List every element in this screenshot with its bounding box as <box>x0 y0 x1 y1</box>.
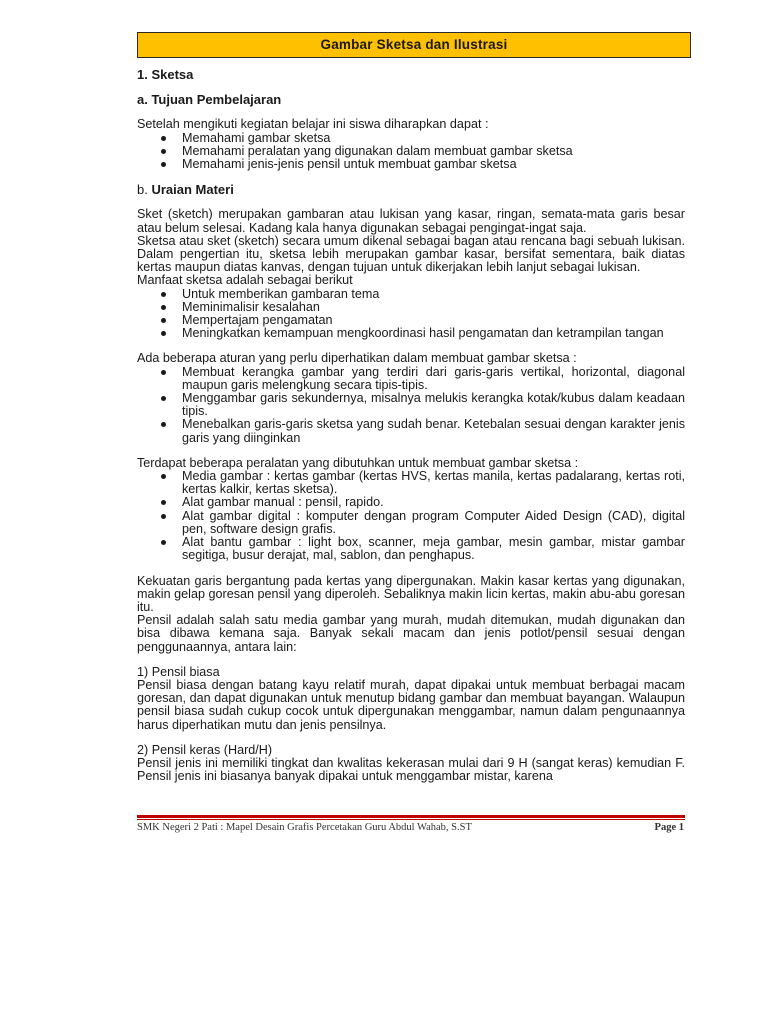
list-item: Memahami gambar sketsa <box>137 132 685 145</box>
page-number: Page 1 <box>654 822 684 833</box>
list-item: Memahami peralatan yang digunakan dalam membuat gambar sketsa <box>137 145 685 158</box>
paragraph: Sket (sketch) merupakan gambaran atau lukisan yang kasar, ringan, semata-mata garis besar atau belum selesai. Kadang kala hanya digunakan sebagai pengingat-ingat saja. <box>137 207 685 235</box>
list-item: Mempertajam pengamatan <box>137 314 685 327</box>
paragraph: Sketsa atau sket (sketch) secara umum dikenal sebagai bagan atau rencana bagi sebuah lukisan. Dalam pengertian itu, sketsa lebih merupakan gambar kasar, bersifat sementara, baik diatas kertas maupun diatas kanvas, dengan tujuan untuk dikerjakan lebih lanjut sebagai lukisan. <box>137 233 685 275</box>
bullet-icon <box>161 331 166 336</box>
bullet-icon <box>161 149 166 154</box>
tujuan-list <box>137 132 685 172</box>
footer-divider <box>137 815 685 818</box>
list-item: Untuk memberikan gambaran tema <box>137 288 685 301</box>
bullet-icon <box>161 162 166 167</box>
paragraph: Pensil adalah salah satu media gambar yang murah, mudah ditemukan, mudah digunakan dan bisa dibawa kemana saja. Banyak sekali macam dan jenis potlot/pensil sesuai dengan penggunaannya, antara lain: <box>137 613 685 654</box>
bullet-icon <box>161 370 166 375</box>
list-item: Memahami jenis-jenis pensil untuk membuat gambar sketsa <box>137 158 685 171</box>
list-item: Membuat kerangka gambar yang terdiri dari garis-garis vertikal, horizontal, diagonal maupun garis melengkung secara tipis-tipis. <box>137 366 685 392</box>
list-item: Menggambar garis sekundernya, misalnya melukis kerangka kotak/kubus dalam keadaan tipis. <box>137 392 685 418</box>
bullet-icon <box>161 136 166 141</box>
paragraph: Pensil jenis ini memiliki tingkat dan kwalitas kekerasan mulai dari 9 H (sangat keras) kemudian F. Pensil jenis ini biasanya banyak dipakai untuk menggambar mistar, karena <box>137 755 685 784</box>
pensil-biasa-title: 1) Pensil biasa <box>137 664 220 679</box>
bullet-icon <box>161 318 166 323</box>
aturan-list <box>137 366 685 445</box>
bullet-icon <box>161 305 166 310</box>
section-heading-sketsa: 1. Sketsa <box>137 67 194 82</box>
bullet-icon <box>161 540 166 545</box>
list-item: Alat gambar manual : pensil, rapido. <box>137 496 685 509</box>
list-item: Menebalkan garis-garis sketsa yang sudah benar. Ketebalan sesuai dengan karakter jenis garis yang diinginkan <box>137 418 685 444</box>
footer-text: SMK Negeri 2 Pati : Mapel Desain Grafis Percetakan Guru Abdul Wahab, S.ST <box>137 822 472 833</box>
list-item: Alat gambar digital : komputer dengan program Computer Aided Design (CAD), digital pen, software design grafis. <box>137 510 685 536</box>
paragraph: Kekuatan garis bergantung pada kertas yang dipergunakan. Makin kasar kertas yang digunakan, makin gelap goresan pensil yang diperoleh. Sebaliknya makin licin kertas, makin abu-abu goresan itu. <box>137 573 685 614</box>
bullet-icon <box>161 500 166 505</box>
list-item: Meningkatkan kemampuan mengkoordinasi hasil pengamatan dan ketrampilan tangan <box>137 327 685 340</box>
list-item: Alat bantu gambar : light box, scanner, meja gambar, mesin gambar, mistar gambar segitiga, busur derajat, mal, sablon, dan penghapus. <box>137 536 685 562</box>
pensil-keras-title: 2) Pensil keras (Hard/H) <box>137 742 273 757</box>
list-item: Media gambar : kertas gambar (kertas HVS, kertas manila, kertas padalarang, kertas roti, kertas kalkir, kertas sketsa). <box>137 470 685 496</box>
document-title: Gambar Sketsa dan Ilustrasi <box>137 32 691 58</box>
subheading-tujuan: a. Tujuan Pembelajaran <box>137 92 282 108</box>
manfaat-intro: Manfaat sketsa adalah sebagai berikut <box>137 273 353 288</box>
aturan-intro: Ada beberapa aturan yang perlu diperhatikan dalam membuat gambar sketsa : <box>137 351 577 366</box>
bullet-icon <box>161 292 166 297</box>
bullet-icon <box>161 396 166 401</box>
peralatan-list <box>137 470 685 562</box>
tujuan-intro: Setelah mengikuti kegiatan belajar ini siswa diharapkan dapat : <box>137 117 489 132</box>
subheading-uraian: b. Uraian Materi <box>137 182 234 198</box>
bullet-icon <box>161 422 166 427</box>
manfaat-list <box>137 288 685 341</box>
paragraph: Pensil biasa dengan batang kayu relatif murah, dapat dipakai untuk membuat berbagai macam goresan, dan dapat digunakan untuk menutup bidang gambar dan membuat bayangan. Walaupun pensil biasa sudah cukup cocok untuk dipergunakan menggambar, namun dalam pengunaannya harus diperhatikan mutu dan jenis pensilnya. <box>137 677 685 732</box>
footer-divider-thin <box>137 819 685 820</box>
list-item: Meminimalisir kesalahan <box>137 301 685 314</box>
peralatan-intro: Terdapat beberapa peralatan yang dibutuhkan untuk membuat gambar sketsa : <box>137 455 579 470</box>
bullet-icon <box>161 514 166 519</box>
document-body <box>137 64 685 783</box>
bullet-icon <box>161 474 166 479</box>
